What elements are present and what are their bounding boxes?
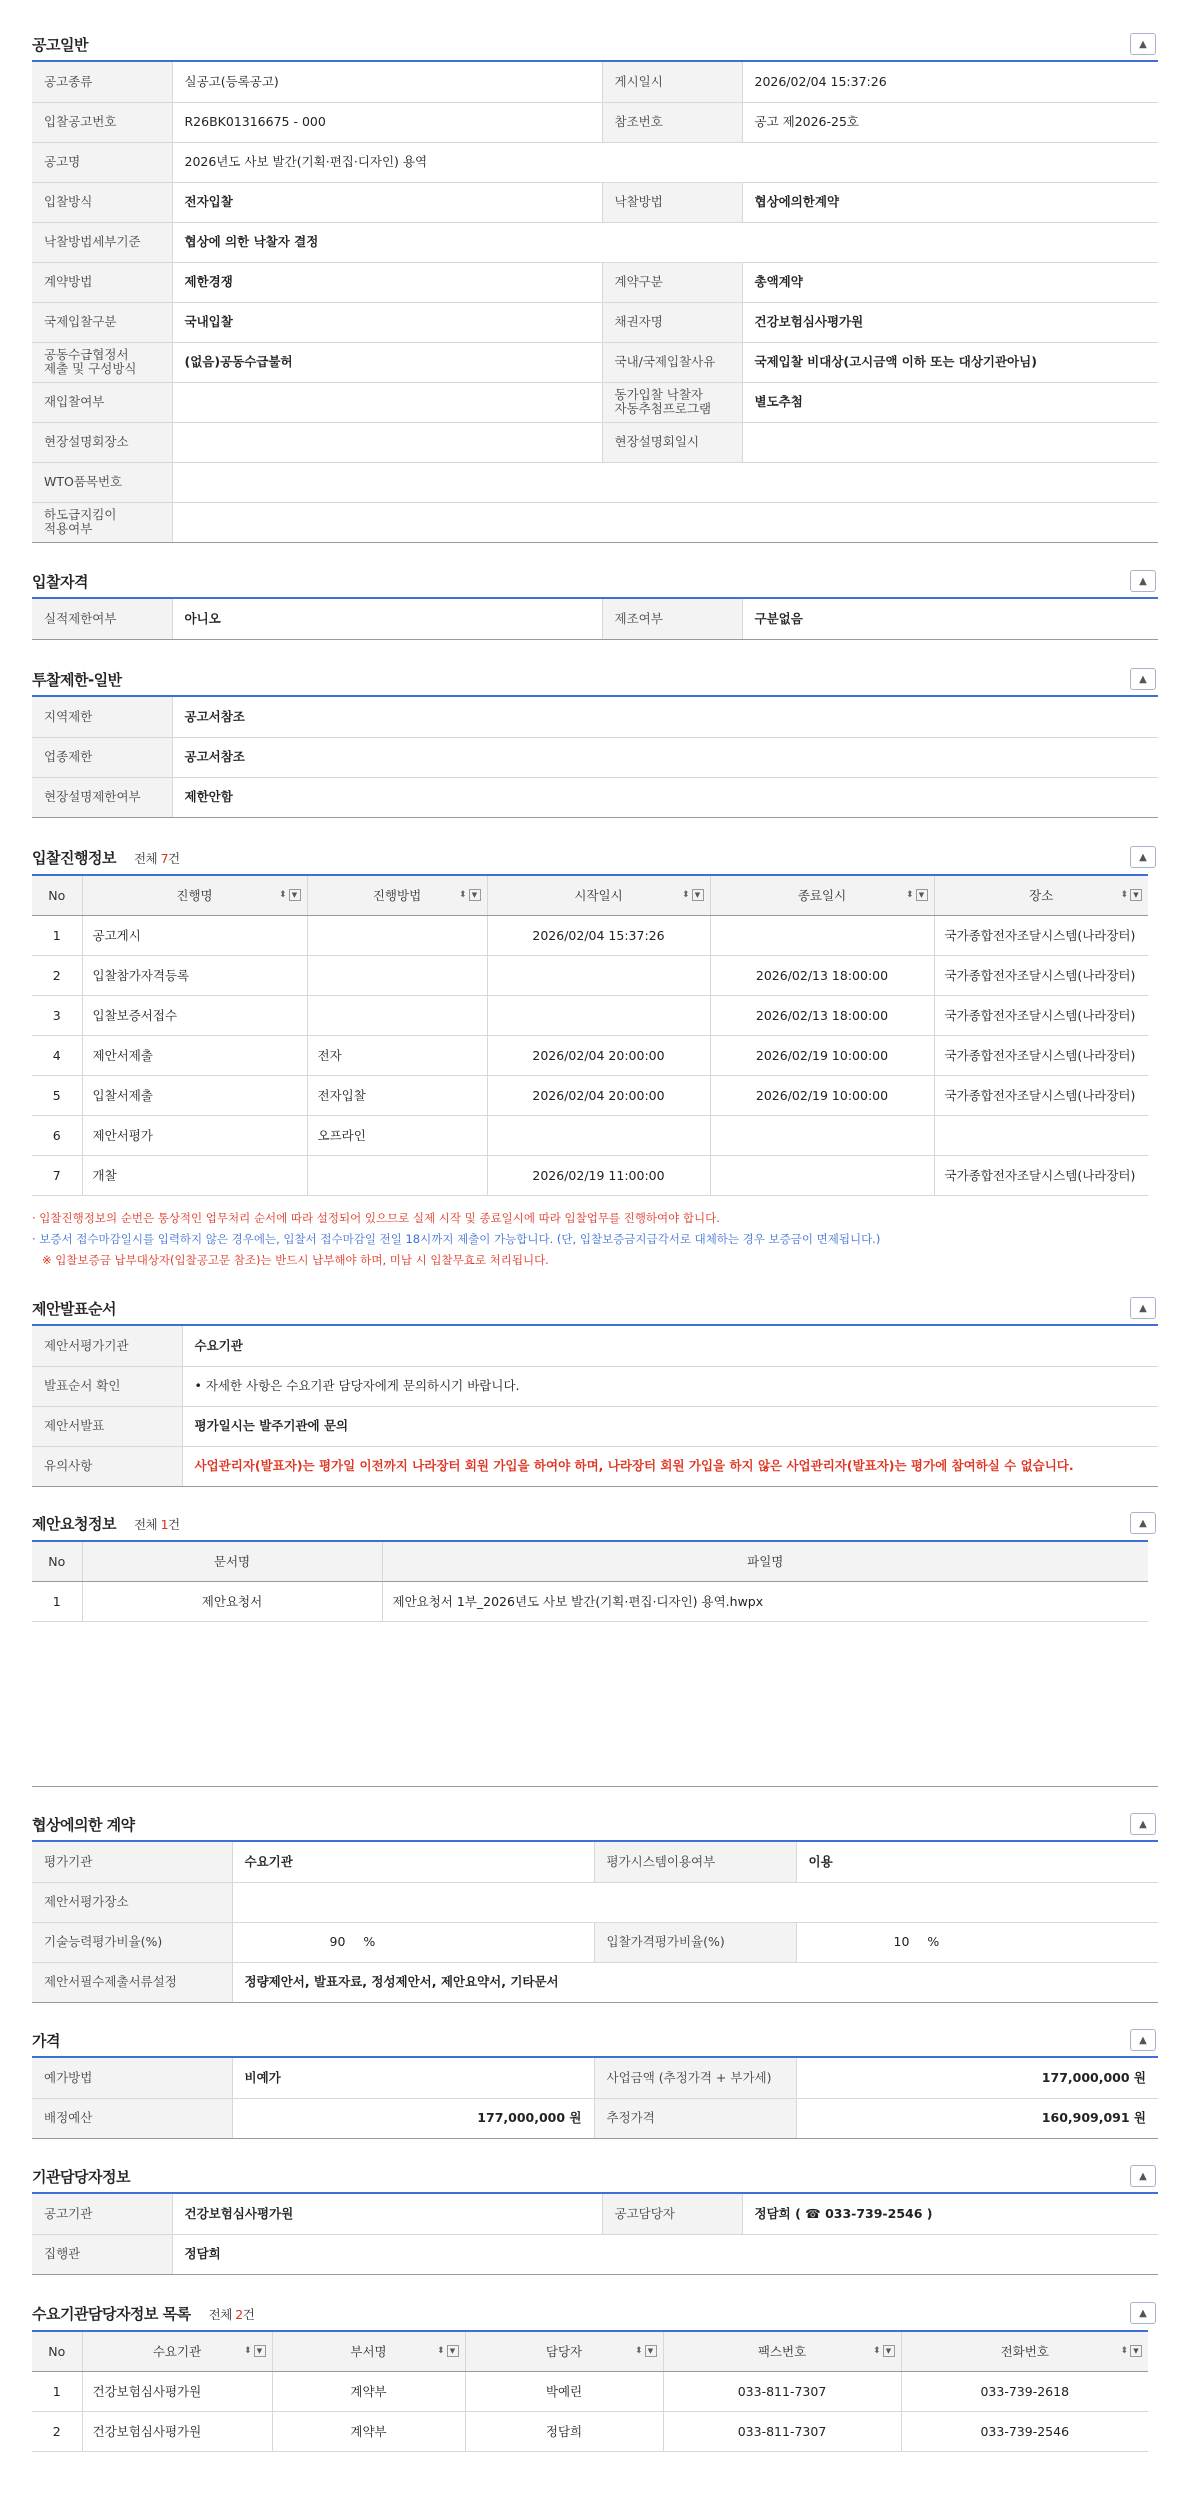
sort-filter-control[interactable] (873, 2345, 895, 2357)
table-cell (307, 955, 487, 995)
field-label: 추정가격 (594, 2098, 796, 2138)
field-value: 별도추첨 (742, 382, 1158, 422)
table-cell: 2026/02/13 18:00:00 (710, 995, 934, 1035)
table-cell (487, 995, 710, 1035)
field-label: 지역제한 (32, 697, 172, 737)
general-header (32, 28, 1158, 62)
table-cell: 개찰 (82, 1155, 307, 1195)
section-title: 제안발표순서 (32, 1299, 116, 1318)
field-value: 공고 제2026-25호 (742, 102, 1158, 142)
column-label: 파일명 (747, 1554, 784, 1570)
table-cell: 2026/02/19 10:00:00 (710, 1075, 934, 1115)
table-cell (307, 915, 487, 955)
presentation-row (32, 1446, 1158, 1486)
field-label: 제안서평가장소 (32, 1882, 232, 1922)
table-cell: 입찰보증서접수 (82, 995, 307, 1035)
field-label: 예가방법 (32, 2058, 232, 2098)
progress-section (32, 840, 1158, 1196)
table-cell: 오프라인 (307, 1115, 487, 1155)
table-cell: 7 (32, 1155, 82, 1195)
restriction-row (32, 737, 1158, 777)
contacts-table (32, 2330, 1148, 2452)
column-header (32, 875, 82, 915)
table-cell: 1 (32, 915, 82, 955)
presentation-row (32, 1406, 1158, 1446)
table-cell: 국가종합전자조달시스템(나라장터) (934, 1075, 1148, 1115)
field-value: 177,000,000 원 (232, 2098, 594, 2138)
general-row (32, 342, 1158, 382)
price-section (32, 2024, 1158, 2139)
table-cell: 건강보험심사평가원 (82, 2411, 272, 2451)
table-row (32, 1075, 1148, 1115)
column-label: 담당자 (545, 2344, 583, 2360)
sort-icon[interactable]: ⬍ (1120, 2345, 1128, 2356)
field-value: 공고서참조 (172, 737, 1158, 777)
chevron-up-icon[interactable]: ▲ (1130, 668, 1156, 690)
negotiation-table (32, 1842, 1158, 2003)
field-value: 공고서참조 (172, 697, 1158, 737)
field-label: 낙찰방법 (602, 182, 742, 222)
table-cell: 033-811-7307 (663, 2411, 901, 2451)
section-title: 기관담당자정보 (32, 2167, 130, 2186)
note-line: ※ 입찰보증금 납부대상자(입찰공고문 참조)는 반드시 납부해야 하며, 미납 시 입찰무효로 처리됩니다. (42, 1253, 549, 1267)
progress-table (32, 874, 1148, 1196)
table-cell: 1 (32, 1581, 82, 1621)
field-value (172, 422, 602, 462)
column-header (32, 2331, 82, 2371)
field-value (742, 422, 1158, 462)
field-label: 낙찰방법세부기준 (32, 222, 172, 262)
sort-filter-control[interactable] (1120, 889, 1142, 901)
column-label: 장소 (1029, 888, 1054, 904)
field-value: 건강보험심사평가원 (742, 302, 1158, 342)
restriction-section (32, 663, 1158, 818)
table-cell (934, 1115, 1148, 1155)
field-label: 업종제한 (32, 737, 172, 777)
field-value (232, 1882, 1158, 1922)
table-cell (710, 1115, 934, 1155)
total-count: 전체 1건 (133, 1516, 180, 1532)
column-header[interactable] (82, 2331, 272, 2371)
table-row (32, 1155, 1148, 1195)
table-cell: 제안서평가 (82, 1115, 307, 1155)
officer-section (32, 2160, 1158, 2275)
field-label: 공고명 (32, 142, 172, 182)
filter-icon[interactable]: ▼ (916, 889, 928, 901)
field-label: 하도급지킴이 적용여부 (32, 502, 172, 542)
table-cell: 국가종합전자조달시스템(나라장터) (934, 1035, 1148, 1075)
sort-icon[interactable]: ⬍ (905, 889, 914, 900)
field-label: WTO품목번호 (32, 462, 172, 502)
filter-icon[interactable]: ▼ (883, 2345, 895, 2357)
table-cell: 국가종합전자조달시스템(나라장터) (934, 915, 1148, 955)
column-label: 종료일시 (797, 888, 847, 904)
filter-icon[interactable]: ▼ (447, 2345, 459, 2357)
chevron-up-icon[interactable]: ▲ (1130, 2302, 1156, 2324)
column-header (382, 1541, 1148, 1581)
field-value: • 자세한 사항은 수요기관 담당자에게 문의하시기 바랍니다. (182, 1366, 1158, 1406)
presentation-table (32, 1326, 1158, 1487)
sort-filter-control[interactable] (279, 889, 301, 901)
field-label: 현장설명회장소 (32, 422, 172, 462)
table-cell: 계약부 (272, 2371, 465, 2411)
rfp-table (32, 1540, 1148, 1622)
field-label: 제안서발표 (32, 1406, 182, 1446)
table-cell (487, 1115, 710, 1155)
column-header[interactable] (82, 875, 307, 915)
field-label: 현장설명회일시 (602, 422, 742, 462)
field-value: 실공고(등록공고) (172, 62, 602, 102)
table-cell: 2026/02/04 15:37:26 (487, 915, 710, 955)
qualification-table (32, 599, 1158, 640)
general-row (32, 222, 1158, 262)
field-label: 평가기관 (32, 1842, 232, 1882)
table-row (32, 995, 1148, 1035)
filter-icon[interactable]: ▼ (692, 889, 704, 901)
restriction-row (32, 697, 1158, 737)
presentation-section (32, 1292, 1158, 1487)
qualification-section (32, 565, 1158, 640)
field-label: 평가시스템이용여부 (594, 1842, 796, 1882)
column-header[interactable] (465, 2331, 663, 2371)
chevron-up-icon[interactable]: ▲ (1130, 570, 1156, 592)
general-row (32, 102, 1158, 142)
field-value: 제한경쟁 (172, 262, 602, 302)
field-value (172, 382, 602, 422)
field-label: 채권자명 (602, 302, 742, 342)
table-cell: 2 (32, 2411, 82, 2451)
field-label: 공고종류 (32, 62, 172, 102)
table-cell: 박예린 (465, 2371, 663, 2411)
presentation-row (32, 1366, 1158, 1406)
field-value: (없음)공동수급불허 (172, 342, 602, 382)
field-label: 공고담당자 (602, 2194, 742, 2234)
table-row (32, 955, 1148, 995)
restriction-row (32, 777, 1158, 817)
column-label: 전화번호 (1000, 2344, 1049, 2360)
field-value: 177,000,000 원 (796, 2058, 1158, 2098)
sort-filter-control[interactable] (437, 2345, 459, 2357)
restriction-header (32, 663, 1158, 697)
field-label: 참조번호 (602, 102, 742, 142)
negotiation-section (32, 1808, 1158, 2003)
field-label: 재입찰여부 (32, 382, 172, 422)
sort-filter-control[interactable] (1120, 2345, 1142, 2357)
presentation-row (32, 1326, 1158, 1366)
table-cell: 5 (32, 1075, 82, 1115)
note-line: · 보증서 접수마감일시를 입력하지 않은 경우에는, 입찰서 접수마감일 전일 18시까지 제출이 가능합니다. (단, 입찰보증금지급각서로 대체하는 경우 보증금이 면제됩니다.) (32, 1232, 881, 1246)
field-value: 사업관리자(발표자)는 평가일 이전까지 나라장터 회원 가입을 하여야 하며, 나라장터 회원 가입을 하지 않은 사업관리자(발표자)는 평가에 참여하실 수 없습니다. (182, 1446, 1158, 1486)
column-header[interactable] (934, 875, 1148, 915)
field-value: 수요기관 (232, 1842, 594, 1882)
field-value: 국내입찰 (172, 302, 602, 342)
column-label: No (48, 2343, 66, 2359)
table-cell: 033-739-2546 (901, 2411, 1148, 2451)
table-cell: 2026/02/19 11:00:00 (487, 1155, 710, 1195)
section-title: 입찰진행정보 (32, 848, 116, 867)
field-value: 정담희 (172, 2234, 1158, 2274)
field-value: 건강보험심사평가원 (172, 2194, 602, 2234)
table-cell: 국가종합전자조달시스템(나라장터) (934, 1155, 1148, 1195)
table-cell: 4 (32, 1035, 82, 1075)
field-value: 10 % (796, 1922, 1158, 1962)
total-count: 전체 7건 (133, 850, 180, 866)
table-cell: 계약부 (272, 2411, 465, 2451)
table-cell: 1 (32, 2371, 82, 2411)
sort-filter-control[interactable] (459, 889, 481, 901)
table-row (32, 1115, 1148, 1155)
field-label: 국제입찰구분 (32, 302, 172, 342)
contacts-section (32, 2296, 1158, 2452)
field-label: 집행관 (32, 2234, 172, 2274)
column-label: No (48, 887, 66, 903)
rfp-section (32, 1506, 1158, 1622)
column-label: 진행명 (176, 888, 213, 904)
general-row (32, 382, 1158, 422)
progress-header (32, 840, 1158, 874)
sort-icon[interactable]: ⬍ (1120, 889, 1128, 900)
table-cell: 입찰서제출 (82, 1075, 307, 1115)
table-row (32, 1581, 1148, 1621)
field-value: 평가일시는 발주기관에 문의 (182, 1406, 1158, 1446)
table-cell: 033-739-2618 (901, 2371, 1148, 2411)
field-label: 사업금액 (추정가격 + 부가세) (594, 2058, 796, 2098)
sort-filter-control[interactable] (682, 889, 704, 901)
table-cell: 입찰참가자격등록 (82, 955, 307, 995)
field-label: 공동수급협정서 제출 및 구성방식 (32, 342, 172, 382)
negotiation-header (32, 1808, 1158, 1842)
field-value: R26BK01316675 - 000 (172, 102, 602, 142)
table-cell: 6 (32, 1115, 82, 1155)
sort-icon[interactable]: ⬍ (278, 889, 287, 900)
filter-icon[interactable]: ▼ (645, 2345, 657, 2357)
table-cell: 건강보험심사평가원 (82, 2371, 272, 2411)
sort-filter-control[interactable] (906, 889, 928, 901)
field-value: 협상에 의한 낙찰자 결정 (172, 222, 1158, 262)
table-cell (307, 1155, 487, 1195)
filter-icon[interactable]: ▼ (469, 889, 481, 901)
field-label: 게시일시 (602, 62, 742, 102)
table-cell: 전자입찰 (307, 1075, 487, 1115)
section-title: 협상에의한 계약 (32, 1815, 135, 1834)
contacts-header (32, 2296, 1158, 2330)
filter-icon[interactable]: ▼ (1130, 889, 1142, 901)
progress-notes (32, 1208, 1158, 1271)
filter-icon[interactable]: ▼ (1130, 2345, 1142, 2357)
section-title: 입찰자격 (32, 572, 88, 591)
field-value: 비예가 (232, 2058, 594, 2098)
field-label: 배정예산 (32, 2098, 232, 2138)
section-title: 가격 (32, 2031, 60, 2050)
table-cell: 2026/02/19 10:00:00 (710, 1035, 934, 1075)
field-label: 유의사항 (32, 1446, 182, 1486)
general-row (32, 182, 1158, 222)
general-table (32, 62, 1158, 543)
table-cell: 국가종합전자조달시스템(나라장터) (934, 995, 1148, 1035)
sort-filter-control[interactable] (244, 2345, 266, 2357)
column-header[interactable] (663, 2331, 901, 2371)
column-header (32, 1541, 82, 1581)
field-value: 제한안함 (172, 777, 1158, 817)
field-value (172, 502, 1158, 542)
column-label: 부서명 (350, 2344, 387, 2360)
field-value: 구분없음 (742, 599, 1158, 639)
section-title: 공고일반 (32, 35, 88, 54)
table-cell: 공고게시 (82, 915, 307, 955)
sort-icon[interactable]: ⬍ (436, 2345, 445, 2356)
column-label: No (48, 1553, 66, 1569)
sort-filter-control[interactable] (635, 2345, 657, 2357)
field-label: 입찰공고번호 (32, 102, 172, 142)
field-label: 기술능력평가비율(%) (32, 1922, 232, 1962)
table-cell (710, 1155, 934, 1195)
chevron-up-icon[interactable]: ▲ (1130, 1813, 1156, 1835)
general-row (32, 422, 1158, 462)
chevron-up-icon[interactable]: ▲ (1130, 2029, 1156, 2051)
field-label: 실적제한여부 (32, 599, 172, 639)
field-value: 정담희 ( ☎ 033-739-2546 ) (742, 2194, 1158, 2234)
field-label: 입찰가격평가비율(%) (594, 1922, 796, 1962)
qualification-header (32, 565, 1158, 599)
field-value: 수요기관 (182, 1326, 1158, 1366)
table-cell: 2026/02/04 20:00:00 (487, 1075, 710, 1115)
table-cell: 2 (32, 955, 82, 995)
sort-icon[interactable]: ⬍ (458, 889, 467, 900)
general-row (32, 262, 1158, 302)
field-value: 총액계약 (742, 262, 1158, 302)
table-cell (487, 955, 710, 995)
sort-icon[interactable]: ⬍ (872, 2345, 881, 2356)
table-cell: 3 (32, 995, 82, 1035)
table-cell: 2026/02/04 20:00:00 (487, 1035, 710, 1075)
price-table (32, 2058, 1158, 2139)
restriction-table (32, 697, 1158, 818)
field-label: 계약구분 (602, 262, 742, 302)
field-value: 90 % (232, 1922, 594, 1962)
general-section (32, 28, 1158, 543)
column-header[interactable] (901, 2331, 1148, 2371)
table-row (32, 2371, 1148, 2411)
field-label: 입찰방식 (32, 182, 172, 222)
field-label: 제안서필수제출서류설정 (32, 1962, 232, 2002)
field-label: 제안서평가기관 (32, 1326, 182, 1366)
table-row (32, 1035, 1148, 1075)
rfp-header (32, 1506, 1158, 1540)
table-row (32, 915, 1148, 955)
column-header[interactable] (272, 2331, 465, 2371)
chevron-up-icon[interactable]: ▲ (1130, 1297, 1156, 1319)
divider (32, 1786, 1158, 1787)
table-cell: 2026/02/13 18:00:00 (710, 955, 934, 995)
field-value: 아니오 (172, 599, 602, 639)
column-label: 수요기관 (152, 2344, 202, 2360)
field-value: 전자입찰 (172, 182, 602, 222)
field-value: 국제입찰 비대상(고시금액 이하 또는 대상기관아님) (742, 342, 1158, 382)
section-title: 제안요청정보 (32, 1514, 116, 1533)
table-cell: 제안요청서 1부_2026년도 사보 발간(기획·편집·디자인) 용역.hwpx (382, 1581, 1148, 1621)
field-label: 국내/국제입찰사유 (602, 342, 742, 382)
table-cell (710, 915, 934, 955)
officer-table (32, 2194, 1158, 2275)
filter-icon[interactable]: ▼ (254, 2345, 266, 2357)
table-cell: 국가종합전자조달시스템(나라장터) (934, 955, 1148, 995)
sort-icon[interactable]: ⬍ (243, 2345, 252, 2356)
column-header[interactable] (487, 875, 710, 915)
column-label: 문서명 (213, 1554, 251, 1570)
general-row (32, 462, 1158, 502)
general-row (32, 302, 1158, 342)
field-label: 발표순서 확인 (32, 1366, 182, 1406)
chevron-up-icon[interactable]: ▲ (1130, 2165, 1156, 2187)
field-label: 동가입찰 낙찰자 자동추첨프로그램 (602, 382, 742, 422)
price-header (32, 2024, 1158, 2058)
field-value: 정량제안서, 발표자료, 정성제안서, 제안요약서, 기타문서 (232, 1962, 1158, 2002)
table-cell: 정담희 (465, 2411, 663, 2451)
column-label: 시작일시 (574, 888, 623, 904)
presentation-header (32, 1292, 1158, 1326)
field-label: 현장설명제한여부 (32, 777, 172, 817)
general-row (32, 142, 1158, 182)
table-cell: 033-811-7307 (663, 2371, 901, 2411)
general-row (32, 502, 1158, 542)
field-value: 이용 (796, 1842, 1158, 1882)
section-title: 투찰제한-일반 (32, 670, 122, 689)
table-cell: 제안서제출 (82, 1035, 307, 1075)
field-value: 2026년도 사보 발간(기획·편집·디자인) 용역 (172, 142, 1158, 182)
section-title: 수요기관담당자정보 목록 (32, 2304, 191, 2323)
filter-icon[interactable]: ▼ (289, 889, 301, 901)
table-cell (307, 995, 487, 1035)
field-label: 공고기관 (32, 2194, 172, 2234)
officer-header (32, 2160, 1158, 2194)
field-value: 2026/02/04 15:37:26 (742, 62, 1158, 102)
column-label: 진행방법 (372, 888, 422, 904)
column-label: 팩스번호 (757, 2344, 807, 2360)
table-cell: 전자 (307, 1035, 487, 1075)
sort-icon[interactable]: ⬍ (681, 889, 690, 900)
field-value: 160,909,091 원 (796, 2098, 1158, 2138)
note-line: · 입찰진행정보의 순번은 통상적인 업무처리 순서에 따라 설정되어 있으므로 실제 시작 및 종료일시에 따라 입찰업무를 진행하여야 합니다. (32, 1211, 720, 1225)
column-header (82, 1541, 382, 1581)
field-value: 협상에의한계약 (742, 182, 1158, 222)
field-label: 계약방법 (32, 262, 172, 302)
table-row (32, 2411, 1148, 2451)
general-row (32, 62, 1158, 102)
sort-icon[interactable]: ⬍ (634, 2345, 643, 2356)
chevron-up-icon[interactable]: ▲ (1130, 846, 1156, 868)
chevron-up-icon[interactable]: ▲ (1130, 33, 1156, 55)
chevron-up-icon[interactable]: ▲ (1130, 1512, 1156, 1534)
field-label: 제조여부 (602, 599, 742, 639)
table-cell: 제안요청서 (82, 1581, 382, 1621)
column-header[interactable] (307, 875, 487, 915)
total-count: 전체 2건 (208, 2306, 255, 2322)
field-value (172, 462, 1158, 502)
column-header[interactable] (710, 875, 934, 915)
